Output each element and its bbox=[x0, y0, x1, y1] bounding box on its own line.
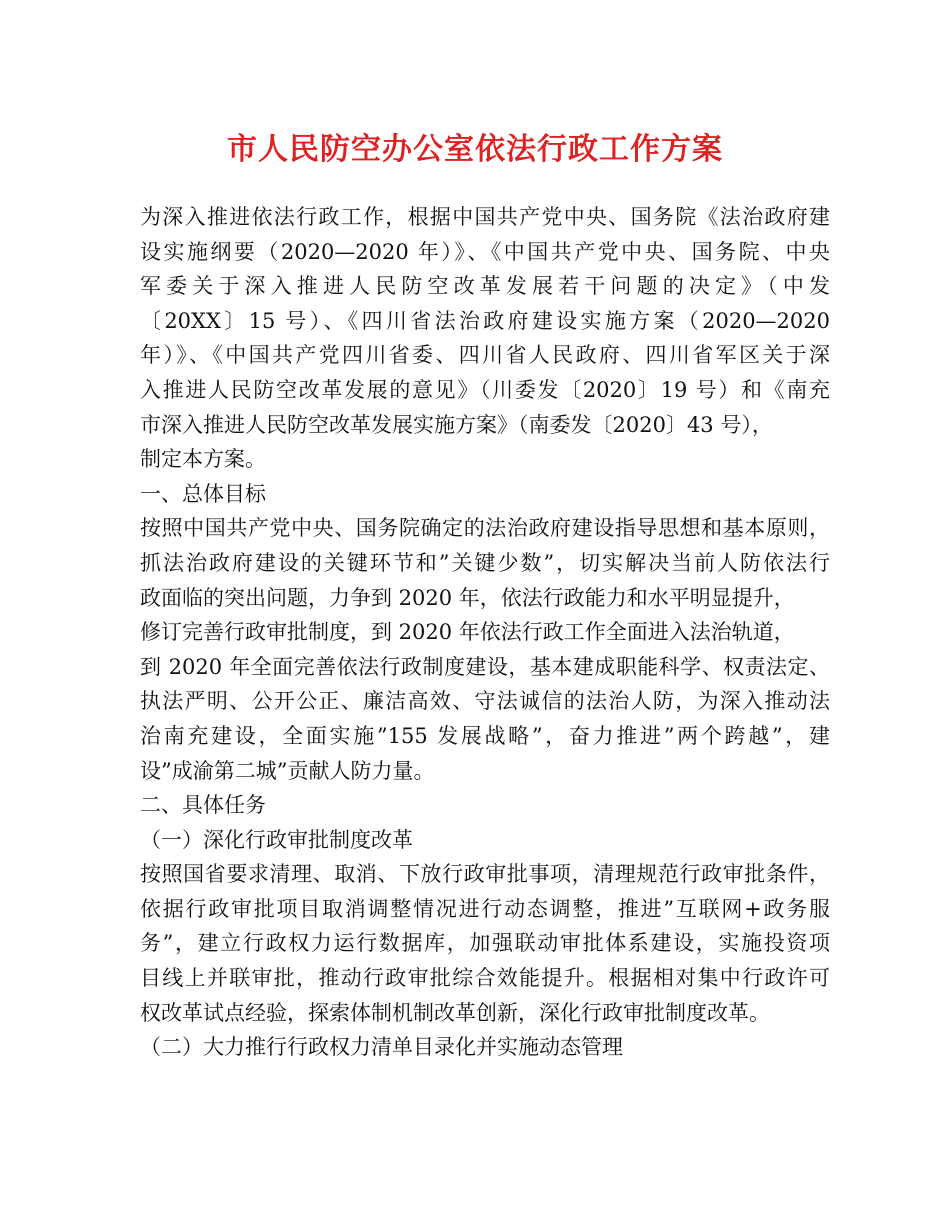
paragraph-line: 修订完善行政审批制度，到 2020 年依法行政工作全面进入法治轨道， bbox=[140, 620, 795, 645]
document-title: 市人民防空办公室依法行政工作方案 bbox=[227, 132, 723, 167]
paragraph-line: 为深入推进依法行政工作，根据中国共产党中央、国务院《法治政府建 bbox=[140, 205, 830, 229]
paragraph-line: 按照中国共产党中央、国务院确定的法治政府建设指导思想和基本原则， bbox=[140, 516, 830, 541]
paragraph-line: 政面临的突出问题，力争到 2020 年，依法行政能力和水平明显提升， bbox=[140, 585, 795, 610]
paragraph-line: 设”成渝第二城”贡献人防力量。 bbox=[140, 758, 435, 783]
paragraph-line: 按照国省要求清理、取消、下放行政审批事项，清理规范行政审批条件， bbox=[140, 862, 830, 887]
paragraph-line: 执法严明、公开公正、廉洁高效、守法诚信的法治人防，为深入推动法 bbox=[140, 689, 830, 714]
paragraph-line: 设实施纲要（2020—2020 年）》、《中国共产党中央、国务院、中央 bbox=[140, 239, 830, 264]
paragraph-line: 年）》、《中国共产党四川省委、四川省人民政府、四川省军区关于深 bbox=[140, 343, 830, 368]
paragraph-line: 市深入推进人民防空改革发展实施方案》（南委发〔2020〕43 号）， bbox=[140, 412, 773, 437]
paragraph-line: 务”，建立行政权力运行数据库，加强联动审批体系建设，实施投资项 bbox=[140, 931, 830, 956]
paragraph-line: 目线上并联审批，推动行政审批综合效能提升。根据相对集中行政许可 bbox=[140, 966, 830, 991]
document-body bbox=[140, 200, 830, 1065]
paragraph-line: 一、总体目标 bbox=[140, 481, 266, 506]
paragraph-line: 军委关于深入推进人民防空改革发展若干问题的决定》（中发 bbox=[140, 274, 830, 299]
paragraph-line: 依据行政审批项目取消调整情况进行动态调整，推进”互联网+政务服 bbox=[140, 896, 830, 921]
paragraph-line: 制定本方案。 bbox=[140, 447, 266, 472]
paragraph-line: 入推进人民防空改革发展的意见》（川委发〔2020〕19 号）和《南充 bbox=[140, 377, 830, 402]
paragraph-line: （一）深化行政审批制度改革 bbox=[140, 827, 413, 852]
paragraph-line: 抓法治政府建设的关键环节和”关键少数”，切实解决当前人防依法行 bbox=[140, 550, 830, 575]
paragraph-line: 二、具体任务 bbox=[140, 793, 266, 818]
paragraph-line: 权改革试点经验，探索体制机制改革创新，深化行政审批制度改革。 bbox=[140, 1000, 770, 1025]
paragraph-line: （二）大力推行行政权力清单目录化并实施动态管理 bbox=[140, 1035, 623, 1060]
paragraph-line: 〔20XX〕15 号）、《四川省法治政府建设实施方案（2020—2020 bbox=[140, 308, 830, 333]
paragraph-line: 治南充建设，全面实施”155 发展战略”，奋力推进”两个跨越”，建 bbox=[140, 723, 830, 748]
paragraph-line: 到 2020 年全面完善依法行政制度建设，基本建成职能科学、权责法定、 bbox=[140, 654, 830, 679]
